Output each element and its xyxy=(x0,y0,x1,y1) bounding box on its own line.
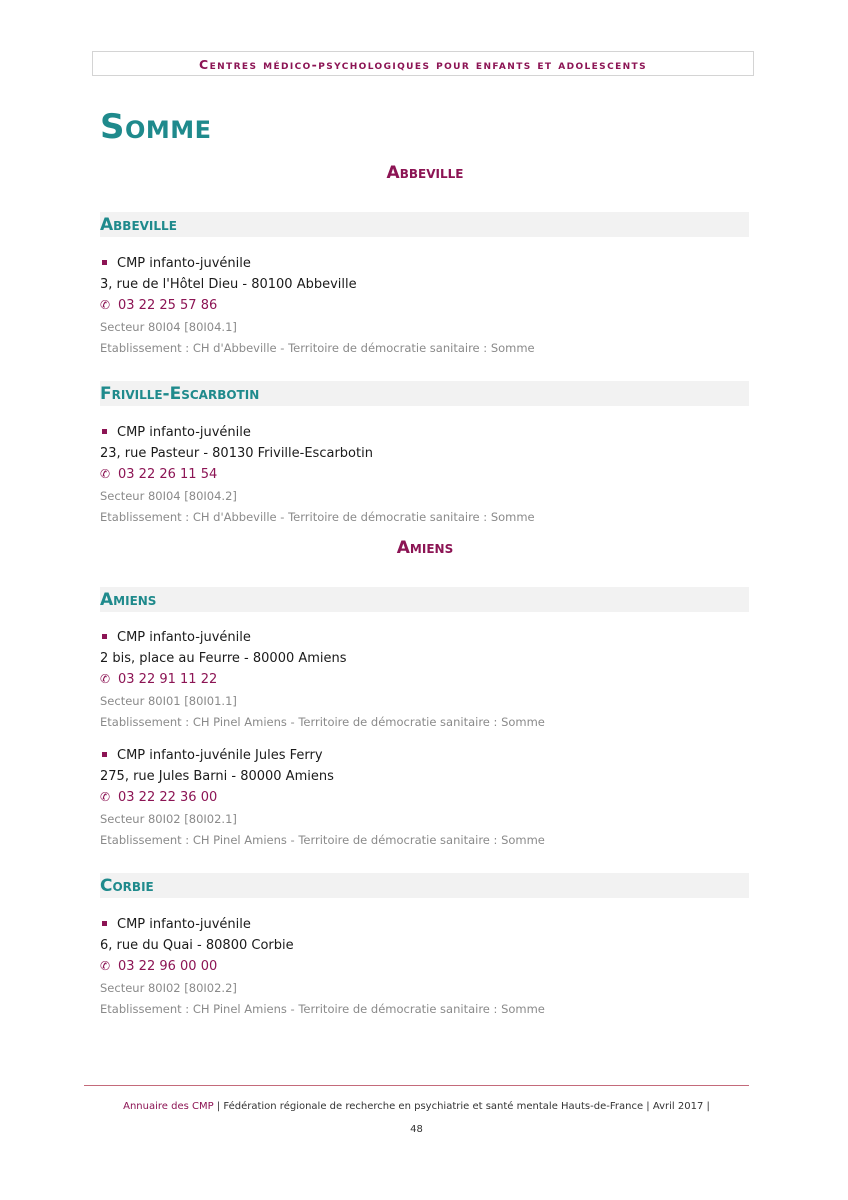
commune-name: Amiens xyxy=(100,590,157,610)
square-bullet-icon xyxy=(102,634,107,639)
footer-text: | Fédération régionale de recherche en psychiatrie et santé mentale Hauts-de-France | Avril 2017 | xyxy=(213,1101,710,1112)
commune-name: Corbie xyxy=(100,876,154,896)
square-bullet-icon xyxy=(102,260,107,265)
square-bullet-icon xyxy=(102,921,107,926)
running-header: Centres médico-psychologiques pour enfants et adolescents xyxy=(92,51,754,76)
entry-sector: Secteur 80I02 [80I02.2] xyxy=(100,980,237,995)
phone-icon: ✆ xyxy=(100,467,111,482)
phone-icon: ✆ xyxy=(100,298,111,313)
commune-name: Abbeville xyxy=(100,215,177,235)
entry-name: CMP infanto-juvénile xyxy=(117,256,251,271)
cmp-entry xyxy=(100,422,750,528)
cmp-entry xyxy=(100,253,750,359)
entry-address: 3, rue de l'Hôtel Dieu - 80100 Abbeville xyxy=(100,277,357,293)
entry-establishment: Etablissement : CH d'Abbeville - Territoire de démocratie sanitaire : Somme xyxy=(100,340,535,355)
footer-divider xyxy=(84,1085,749,1086)
commune-bar-corbie xyxy=(100,873,749,898)
page-number: 48 xyxy=(410,1124,423,1135)
city-heading-amiens: Amiens xyxy=(396,538,454,558)
square-bullet-icon xyxy=(102,752,107,757)
footer xyxy=(84,1101,749,1112)
commune-bar-amiens xyxy=(100,587,749,612)
entry-address: 23, rue Pasteur - 80130 Friville-Escarbotin xyxy=(100,446,373,462)
phone-icon: ✆ xyxy=(100,672,111,687)
entry-sector: Secteur 80I01 [80I01.1] xyxy=(100,693,237,708)
entry-sector: Secteur 80I02 [80I02.1] xyxy=(100,811,237,826)
entry-phone[interactable]: 03 22 91 11 22 xyxy=(118,672,218,688)
entry-name: CMP infanto-juvénile xyxy=(117,425,251,440)
commune-name: Friville-Escarbotin xyxy=(100,384,260,404)
cmp-entry xyxy=(100,914,750,1020)
entry-phone[interactable]: 03 22 26 11 54 xyxy=(118,467,218,483)
entry-phone[interactable]: 03 22 22 36 00 xyxy=(118,790,218,806)
entry-sector: Secteur 80I04 [80I04.2] xyxy=(100,488,237,503)
entry-establishment: Etablissement : CH Pinel Amiens - Territoire de démocratie sanitaire : Somme xyxy=(100,714,545,729)
entry-sector: Secteur 80I04 [80I04.1] xyxy=(100,319,237,334)
entry-establishment: Etablissement : CH d'Abbeville - Territoire de démocratie sanitaire : Somme xyxy=(100,509,535,524)
entry-address: 6, rue du Quai - 80800 Corbie xyxy=(100,938,294,954)
commune-bar-abbeville xyxy=(100,212,749,237)
entry-establishment: Etablissement : CH Pinel Amiens - Territoire de démocratie sanitaire : Somme xyxy=(100,1001,545,1016)
entry-address: 2 bis, place au Feurre - 80000 Amiens xyxy=(100,651,347,667)
footer-brand: Annuaire des CMP xyxy=(123,1101,214,1112)
entry-address: 275, rue Jules Barni - 80000 Amiens xyxy=(100,769,334,785)
entry-name: CMP infanto-juvénile xyxy=(117,630,251,645)
phone-icon: ✆ xyxy=(100,790,111,805)
commune-bar-friville-escarbotin xyxy=(100,381,749,406)
entry-phone[interactable]: 03 22 25 57 86 xyxy=(118,298,218,314)
department-title: Somme xyxy=(100,107,212,147)
entry-establishment: Etablissement : CH Pinel Amiens - Territoire de démocratie sanitaire : Somme xyxy=(100,832,545,847)
phone-icon: ✆ xyxy=(100,959,111,974)
cmp-entry xyxy=(100,745,750,851)
entry-name: CMP infanto-juvénile Jules Ferry xyxy=(117,748,323,763)
square-bullet-icon xyxy=(102,429,107,434)
city-heading-abbeville: Abbeville xyxy=(386,163,464,183)
cmp-entry xyxy=(100,627,750,733)
entry-name: CMP infanto-juvénile xyxy=(117,917,251,932)
entry-phone[interactable]: 03 22 96 00 00 xyxy=(118,959,218,975)
